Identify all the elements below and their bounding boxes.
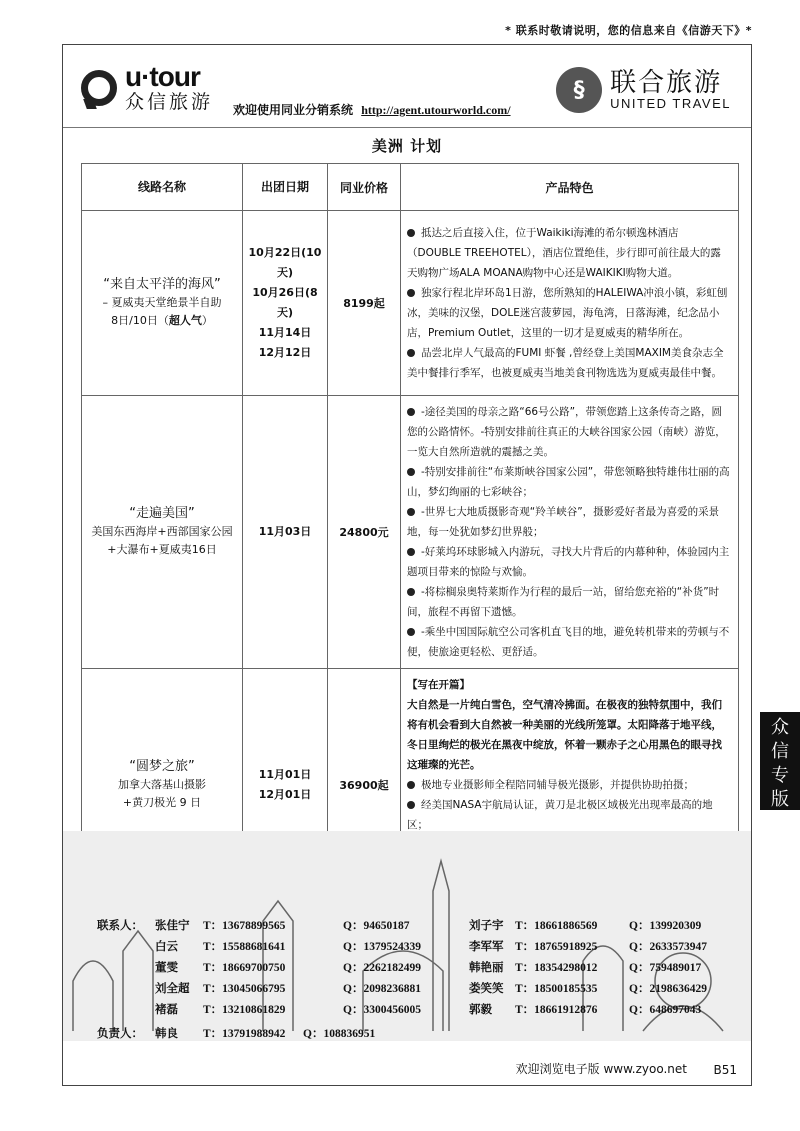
popular-tag: 超人气 [168,314,202,327]
welcome-text: 欢迎使用同业分销系统 [233,103,354,117]
features-cell [401,211,739,396]
date: 11月03日 [258,525,312,538]
contact-qq: Q：139920309 [629,920,702,932]
feature-item: 经美国NASA宇航局认证，黄刀是北极区域极光出现率最高的地区； [407,799,713,831]
date: 12月12日 [258,346,312,359]
manager-qq: Q：108836951 [303,1028,376,1040]
intro-title: 【写在开篇】 [407,679,470,691]
col-header: 同业价格 [328,164,401,211]
contact-tel: T：18669700750 [203,962,286,974]
manager-name: 韩良 [155,1028,178,1040]
col-header: 产品特色 [401,164,739,211]
contact-name: 韩艳丽 [469,962,504,974]
contact-name: 李军军 [469,941,504,953]
date: 10月26日(8天) [252,286,318,319]
bullet-icon [407,548,415,556]
contact-name: 白云 [155,941,178,953]
route-name-cell [82,211,243,396]
utour-logo [81,63,213,112]
contact-name: 张佳宁 [155,920,190,932]
feature-item: -途径美国的母亲之路“66号公路”，带领您踏上这条传奇之路，圆您的公路情怀。-特别安排前往真正的大峡谷国家公园（南峡）游览，一览大自然所造就的震撼之美。 [407,406,726,458]
contact-qq: Q：3300456005 [343,1004,421,1016]
bullet-icon [407,588,415,596]
price-cell: 36900起 [328,669,401,902]
united-travel-cn: 联合旅游 [610,67,723,98]
date: 11月01日 [258,768,312,781]
contact-qq: Q：2262182499 [343,962,421,974]
contact-qq: Q：2098236881 [343,983,421,995]
contacts-label: 联系人： [97,920,143,932]
table-row [82,211,739,396]
dates-cell [243,396,328,669]
feature-item: -世界七大地质摄影奇观“羚羊峡谷”，摄影爱好者最为喜爱的采景地，每一处犹如梦幻世界般； [407,506,720,538]
date: 10月22日(10天) [248,246,322,279]
footer-landmarks-art [63,831,751,1041]
bullet-icon [407,628,415,636]
route-name: “圆梦之旅” [129,759,195,774]
contact-qq: Q：94650187 [343,920,410,932]
agent-url-link[interactable]: http://agent.utourworld.com/ [361,103,511,117]
contact-tel: T：18765918925 [515,941,598,953]
route-sub2: 8日/10日（超人气） [111,314,213,327]
table-row [82,396,739,669]
col-header: 出团日期 [243,164,328,211]
dates-cell [243,211,328,396]
page-frame [62,44,752,1086]
logo-cn: 众信旅游 [125,91,214,113]
route-name: “来自太平洋的海风” [103,277,221,292]
intro-text: 大自然是一片纯白雪色，空气清冷拂面。在极夜的独特氛围中，我们将有机会看到大自然被一种美丽的光线所笼罩。太阳降落于地平线，冬日里绚烂的极光在黑夜中绽放，怀着一颗赤子之心用黑色的眼寻找这璀璨的光芒。 [407,699,722,771]
bullet-icon [407,229,415,237]
header [63,45,751,128]
features-cell [401,396,739,669]
united-travel-en: UNITED TRAVEL [610,95,731,111]
feature-item: 独家行程北岸环岛1日游，您所熟知的HALEIWA冲浪小镇，彩虹刨冰，美味的汉堡，DOLE迷宫菠萝园，海龟湾，日落海滩，纪念品小店，Premium Outlet，这里的一切才是夏威夷的精华所在。 [407,287,728,339]
contact-qq: Q：648697043 [629,1004,702,1016]
speech-bubble-icon [81,70,117,106]
contact-tel: T：18661912876 [515,1004,598,1016]
page-title: 美洲 计划 [371,137,443,155]
plan-table [81,163,739,902]
logo-en: u·tour [125,61,200,92]
route-sub2: +黄刀极光 9 日 [122,796,202,809]
price-cell: 24800元 [328,396,401,669]
feature-item: -好莱坞环球影城入内游玩，寻找大片背后的内幕种种，体验园内主题项目带来的惊险与欢愉。 [407,546,730,578]
top-note: * 联系时敬请说明，您的信息来自《信游天下》* [505,24,752,37]
welcome-line [233,101,511,118]
route-sub: 美国东西海岸+西部国家公园+大瀑布+夏威夷16日 [91,525,233,556]
contact-tel: T：18661886569 [515,920,598,932]
contact-qq: Q：759489017 [629,962,702,974]
feature-item: 品尝北岸人气最高的FUMI 虾餐 ,曾经登上美国MAXIM美食杂志全美中餐排行季军，也被夏威夷当地美食刊物选选为夏威夷最佳中餐。 [407,347,724,379]
contact-name: 董雯 [155,962,178,974]
page-number: B51 [713,1063,737,1077]
contact-tel: T：13210861829 [203,1004,286,1016]
side-tab [760,712,800,810]
contact-name: 娄笑笑 [469,983,504,995]
col-header: 线路名称 [82,164,243,211]
contact-name: 刘全超 [155,983,190,995]
united-travel-logo [556,67,731,113]
bullet-icon [407,781,415,789]
united-travel-mark-icon: § [556,67,602,113]
manager-label: 负责人： [97,1028,143,1040]
bullet-icon [407,468,415,476]
route-sub: – 夏威夷天堂绝景半自助 [102,296,222,309]
contact-tel: T：18354298012 [515,962,598,974]
side-tab-text: 众信专版 [771,717,789,810]
route-name: “走遍美国” [129,506,195,521]
bullet-icon [407,289,415,297]
feature-item: -特别安排前往“布莱斯峡谷国家公园”，带您领略独特雄伟壮丽的高山，梦幻绚丽的七彩峡谷； [407,466,730,498]
bullet-icon [407,408,415,416]
contact-qq: Q：2633573947 [629,941,707,953]
bullet-icon [407,801,415,809]
bullet-icon [407,508,415,516]
contact-tel: T：15588681641 [203,941,286,953]
contact-tel: T：13045066795 [203,983,286,995]
footer-text: 欢迎浏览电子版 www.zyoo.net [515,1062,687,1076]
date: 12月01日 [258,788,312,801]
bottom-bar [63,1045,751,1085]
contact-name: 褚磊 [155,1004,178,1016]
contact-name: 郭毅 [469,1004,492,1016]
table-header-row [82,164,739,211]
feature-item: -乘坐中国国际航空公司客机直飞目的地，避免转机带来的劳顿与不便，使旅途更轻松、更舒适。 [407,626,730,658]
contact-name: 刘子宇 [469,920,504,932]
feature-item: 极地专业摄影师全程陪同辅导极光摄影，并提供协助拍摄； [407,775,730,795]
contact-qq: Q：2198636429 [629,983,707,995]
price-cell: 8199起 [328,211,401,396]
contacts-block [63,831,751,1041]
route-sub: 加拿大落基山摄影 [118,778,206,791]
feature-item: 抵达之后直接入住，位于Waikiki海滩的希尔顿逸林酒店（DOUBLE TREEHOTEL），酒店位置绝佳，步行即可前往最大的露天购物广场ALA MOANA购物中心还是WAIKIKI购物大道。 [407,227,721,279]
date: 11月14日 [258,326,312,339]
bullet-icon [407,349,415,357]
feature-item: -将棕榈泉奥特莱斯作为行程的最后一站，留给您充裕的“补货”时间，旅程不再留下遗憾。 [407,586,720,618]
contact-tel: T：13678899565 [203,920,286,932]
contact-tel: T：18500185535 [515,983,598,995]
route-name-cell [82,396,243,669]
manager-tel: T：13791988942 [203,1028,286,1040]
contact-qq: Q：1379524339 [343,941,421,953]
